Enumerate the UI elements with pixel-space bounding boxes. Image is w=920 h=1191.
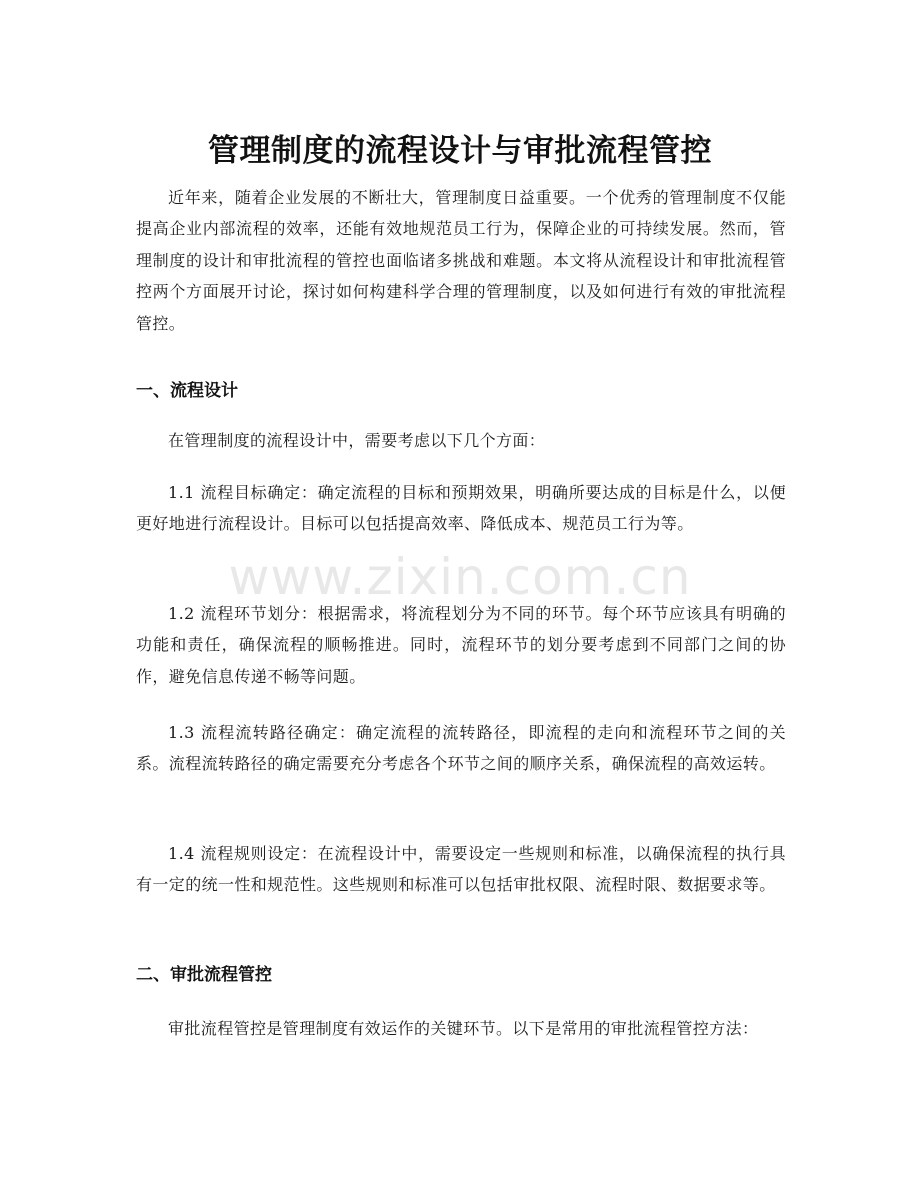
section1-lead: 在管理制度的流程设计中，需要考虑以下几个方面： (168, 431, 546, 450)
document-title: 管理制度的流程设计与审批流程管控 (208, 132, 712, 169)
section1-heading: 一、流程设计 (136, 381, 238, 401)
section2-lead: 审批流程管控是管理制度有效运作的关键环节。以下是常用的审批流程管控方法： (168, 1019, 759, 1038)
intro-paragraph: 近年来，随着企业发展的不断壮大，管理制度日益重要。一个优秀的管理制度不仅能提高企业内部流程的效率，还能有效地规范员工行为，保障企业的可持续发展。然而，管理制度的设计和审批流程的管控也面临诸多挑战和难题。本文将从流程设计和审批流程管控两个方面展开讨论，探讨如何构建科学合理的管理制度，以及如何进行有效的审批流程管控。 (136, 188, 786, 333)
section1-item-4: 1.4 流程规则设定：在流程设计中，需要设定一些规则和标准，以确保流程的执行具有一定的统一性和规范性。这些规则和标准可以包括审批权限、流程时限、数据要求等。 (136, 844, 786, 895)
section1-item-2: 1.2 流程环节划分：根据需求，将流程划分为不同的环节。每个环节应该具有明确的功能和责任，确保流程的顺畅推进。同时，流程环节的划分要考虑到不同部门之间的协作，避免信息传递不畅等问题。 (136, 604, 786, 686)
watermark: www.zixin.com.cn (228, 548, 692, 606)
section1-item-3: 1.3 流程流转路径确定：确定流程的流转路径，即流程的走向和流程环节之间的关系。流程流转路径的确定需要充分考虑各个环节之间的顺序关系，确保流程的高效运转。 (136, 723, 786, 774)
section1-item-1: 1.1 流程目标确定：确定流程的目标和预期效果，明确所要达成的目标是什么，以便更好地进行流程设计。目标可以包括提高效率、降低成本、规范员工行为等。 (136, 483, 786, 534)
section2-heading: 二、审批流程管控 (136, 965, 272, 985)
